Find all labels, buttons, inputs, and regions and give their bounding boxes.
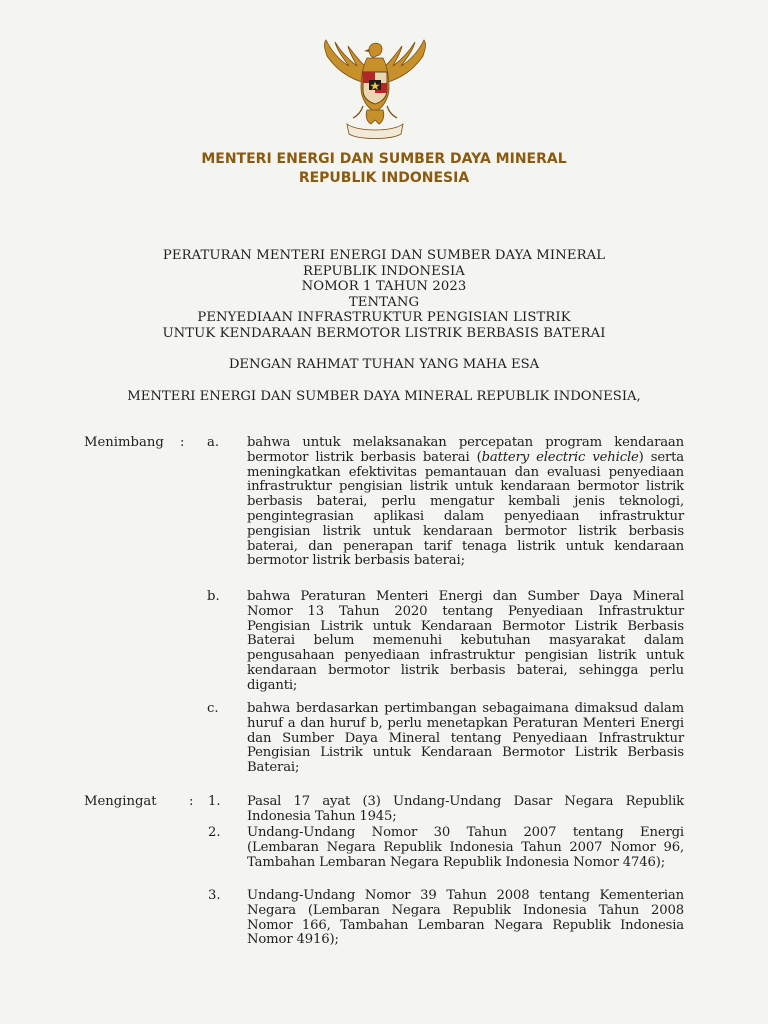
mengingat-label: Mengingat [84, 794, 157, 809]
item-text: bahwa berdasarkan pertimbangan sebagaimana dimaksud dalam huruf a dan huruf b, perlu menetapkan Peraturan Menteri Energi dan Sumber Daya Mineral tentang Penyediaan Infrastruktur Pengisian Listrik untuk Kendaraan Bermotor Listrik Berbasis Baterai; [247, 701, 684, 776]
title-line3: NOMOR 1 TAHUN 2023 [301, 279, 467, 295]
ministry-header-line1: MENTERI ENERGI DAN SUMBER DAYA MINERAL [201, 151, 567, 167]
item-marker: 2. [208, 825, 221, 840]
minister-line: MENTERI ENERGI DAN SUMBER DAYA MINERAL REPUBLIK INDONESIA, [127, 389, 641, 404]
item-marker: b. [207, 589, 220, 604]
item-marker: 1. [208, 794, 221, 809]
item-text: bahwa Peraturan Menteri Energi dan Sumber Daya Mineral Nomor 13 Tahun 2020 tentang Penyediaan Infrastruktur Pengisian Listrik untuk Kendaraan Bermotor Listrik Berbasis Baterai belum memenuhi kebutuhan masyarakat dalam pengusahaan penyediaan infrastruktur pengisian listrik untuk kendaraan bermotor listrik berbasis baterai, sehingga perlu diganti; [247, 589, 684, 693]
blessing-line: DENGAN RAHMAT TUHAN YANG MAHA ESA [228, 357, 540, 372]
title-line4: TENTANG [348, 294, 420, 310]
garuda-pancasila-emblem-icon [317, 36, 433, 142]
ministry-header [0, 150, 768, 188]
item-marker: a. [207, 435, 220, 450]
title-line6: UNTUK KENDARAAN BERMOTOR LISTRIK BERBASIS BATERAI [162, 325, 606, 341]
item-text: bahwa untuk melaksanakan percepatan program kendaraan bermotor listrik berbasis baterai (battery electric vehicle) serta meningkatkan efektivitas pemantauan dan evaluasi penyediaan infrastruktur pengisian listrik untuk kendaraan bermotor listrik berbasis baterai, perlu mengatur kembali jenis teknologi, pengintegrasian aplikasi dalam penyediaan infrastruktur pengisian listrik untuk kendaraan bermotor listrik berbasis baterai, dan penerapan tarif tenaga listrik untuk kendaraan bermotor listrik berbasis baterai; [247, 435, 684, 569]
item-text: Undang-Undang Nomor 39 Tahun 2008 tentang Kementerian Negara (Lembaran Negara Republik Indonesia Tahun 2008 Nomor 166, Tambahan Lembaran Negara Republik Indonesia Nomor 4916); [247, 888, 684, 948]
title-line5: PENYEDIAAN INFRASTRUKTUR PENGISIAN LISTRIK [197, 310, 571, 326]
regulation-title [0, 248, 768, 342]
title-line2: REPUBLIK INDONESIA [303, 263, 465, 279]
item-marker: c. [207, 701, 219, 716]
menimbang-colon: : [180, 435, 185, 450]
ministry-header-line2: REPUBLIK INDONESIA [298, 170, 470, 186]
mengingat-colon: : [189, 794, 194, 809]
menimbang-label: Menimbang [84, 435, 164, 450]
item-text: Undang-Undang Nomor 30 Tahun 2007 tentang Energi (Lembaran Negara Republik Indonesia Tahun 2007 Nomor 96, Tambahan Lembaran Negara Republik Indonesia Nomor 4746); [247, 825, 684, 870]
italic-term: battery electric vehicle [481, 449, 639, 465]
item-text: Pasal 17 ayat (3) Undang-Undang Dasar Negara Republik Indonesia Tahun 1945; [247, 794, 684, 824]
title-line1: PERATURAN MENTERI ENERGI DAN SUMBER DAYA MINERAL [162, 248, 606, 263]
item-marker: 3. [208, 888, 221, 903]
